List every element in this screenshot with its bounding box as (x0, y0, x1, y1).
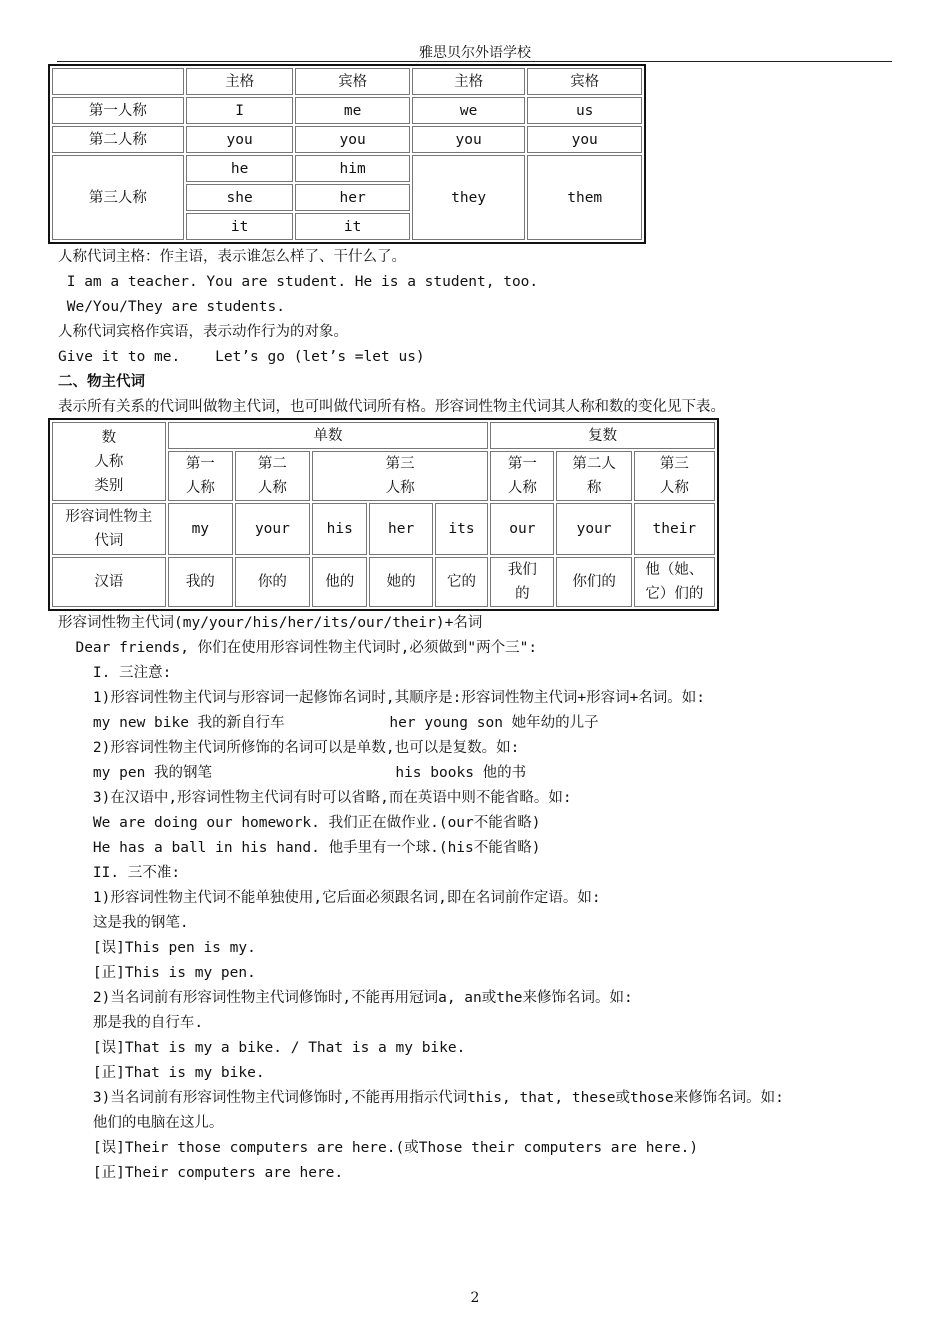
table-cell: your (235, 503, 310, 555)
sub-header-text: 人称 (185, 480, 215, 496)
corner-text: 人称 (94, 453, 124, 470)
text-line: my new bike 我的新自行车 her young son 她年幼的儿子 (58, 715, 599, 731)
text-line: [误]Their those computers are here.(或Those their computers are here.) (58, 1140, 699, 1156)
page-number: 2 (470, 1290, 480, 1306)
text-line: 2)当名词前有形容词性物主代词修饰时,不能再用冠词a, an或the来修饰名词。如: (58, 990, 633, 1006)
table-cell: your (556, 503, 631, 555)
table-header-cell: 宾格 (295, 68, 409, 95)
text-line: We are doing our homework. 我们正在做作业.(our不能省略) (58, 815, 541, 831)
table-row (52, 503, 715, 555)
sub-header-text: 人称 (385, 480, 415, 496)
text-line: [误]That is my a bike. / That is a my bike. (58, 1040, 466, 1056)
row-label: 第二人称 (52, 126, 184, 153)
text-line: 1)形容词性物主代词与形容词一起修饰名词时,其顺序是:形容词性物主代词+形容词+名词。如: (58, 690, 706, 706)
personal-pronoun-table (48, 64, 646, 244)
table-cell: they (412, 155, 526, 240)
table-row (52, 155, 642, 182)
sub-header-text: 第三 (659, 456, 689, 472)
table-cell: our (490, 503, 554, 555)
table-cell: 你们的 (556, 557, 631, 607)
text-line: I am a teacher. You are student. He is a student, too. (58, 274, 539, 290)
table-row (52, 97, 642, 124)
corner-text: 类别 (94, 477, 124, 494)
table-cell: you (527, 126, 642, 153)
row-label: 第一人称 (52, 97, 184, 124)
text-line: Give it to me. Let’s go (let’s =let us) (58, 349, 425, 365)
table-header-cell: 主格 (186, 68, 294, 95)
table-cell: he (186, 155, 294, 182)
text-line: 人称代词宾格作宾语，表示动作行为的对象。 (58, 324, 348, 340)
table-cell: it (295, 213, 409, 240)
text-line: [正]That is my bike. (58, 1065, 265, 1081)
text-line: He has a ball in his hand. 他手里有一个球.(his不能省略) (58, 840, 541, 856)
table-cell: you (295, 126, 409, 153)
cell-text: 我们 (507, 562, 537, 578)
table-cell: 她的 (369, 557, 432, 607)
row-label: 汉语 (52, 557, 166, 607)
sub-header-cell (556, 451, 631, 501)
cell-text: 的 (515, 586, 530, 602)
table-cell: 我的 (168, 557, 233, 607)
text-line: [正]This is my pen. (58, 965, 256, 981)
header-title: 雅思贝尔外语学校 (419, 45, 531, 61)
table-cell: 它的 (435, 557, 489, 607)
text-line: 形容词性物主代词(my/your/his/her/its/our/their)+名词 (58, 615, 483, 631)
possessive-pronoun-table (48, 418, 719, 611)
sub-header-text: 人称 (507, 480, 537, 496)
table-cell: 他的 (312, 557, 367, 607)
table-cell (634, 557, 715, 607)
table-cell: 你的 (235, 557, 310, 607)
table-header-cell: 宾格 (527, 68, 642, 95)
table-cell: we (412, 97, 526, 124)
table-cell (490, 557, 554, 607)
sub-header-cell (312, 451, 488, 501)
table-row (52, 422, 715, 449)
cell-text: 他（她、 (645, 562, 704, 578)
table-row (52, 557, 715, 607)
row-label-text: 代词 (94, 533, 124, 549)
text-line: my pen 我的钢笔 his books 他的书 (58, 765, 527, 781)
table-cell-empty (52, 68, 184, 95)
sub-header-text: 第二人 (572, 456, 616, 472)
table-header-cell: 主格 (412, 68, 526, 95)
text-line: I. 三注意: (58, 665, 172, 681)
text-line: 3)在汉语中,形容词性物主代词有时可以省略,而在英语中则不能省略。如: (58, 790, 572, 806)
table-cell: she (186, 184, 294, 211)
table-cell: her (369, 503, 432, 555)
section-heading: 二、物主代词 (58, 374, 145, 390)
text-line: 3)当名词前有形容词性物主代词修饰时,不能再用指示代词this, that, these或those来修饰名词。如: (58, 1090, 784, 1106)
row-label-text: 形容词性物主 (65, 509, 153, 525)
sub-header-text: 人称 (659, 480, 689, 496)
sub-header-cell (168, 451, 233, 501)
header-rule (57, 61, 892, 62)
table-cell: my (168, 503, 233, 555)
sub-header-text: 人称 (257, 480, 287, 496)
table-cell: I (186, 97, 294, 124)
text-line: 这是我的钢笔. (58, 915, 189, 931)
sub-header-text: 第一 (507, 456, 537, 472)
table-cell: her (295, 184, 409, 211)
table-cell: their (634, 503, 715, 555)
table-cell: us (527, 97, 642, 124)
text-line: 他们的电脑在这儿。 (58, 1115, 224, 1131)
corner-cell (52, 422, 166, 501)
table-cell: his (312, 503, 367, 555)
table-cell: you (186, 126, 294, 153)
text-line: [误]This pen is my. (58, 940, 256, 956)
sub-header-cell (235, 451, 310, 501)
text-line: Dear friends, 你们在使用形容词性物主代词时,必须做到"两个三": (58, 640, 538, 656)
text-line: II. 三不准: (58, 865, 181, 881)
text-line: We/You/They are students. (58, 299, 285, 315)
sub-header-text: 第二 (257, 456, 287, 472)
text-line: 那是我的自行车. (58, 1015, 204, 1031)
singular-header: 单数 (168, 422, 488, 449)
sub-header-text: 第一 (185, 456, 215, 472)
table-row (52, 126, 642, 153)
text-line: 2)形容词性物主代词所修饰的名词可以是单数,也可以是复数。如: (58, 740, 520, 756)
row-label (52, 503, 166, 555)
table-row (52, 68, 642, 95)
row-label: 第三人称 (52, 155, 184, 240)
plural-header: 复数 (490, 422, 715, 449)
table-cell: them (527, 155, 642, 240)
corner-text: 数 (101, 429, 117, 446)
sub-header-text: 称 (586, 480, 602, 496)
sub-header-cell (490, 451, 554, 501)
cell-text: 它）们的 (645, 586, 704, 602)
table-cell: him (295, 155, 409, 182)
table-cell: its (435, 503, 489, 555)
section-intro: 表示所有关系的代词叫做物主代词，也可叫做代词所有格。形容词性物主代词其人称和数的变化见下表。 (58, 399, 725, 415)
table-cell: it (186, 213, 294, 240)
sub-header-text: 第三 (385, 456, 415, 472)
table-cell: me (295, 97, 409, 124)
sub-header-cell (634, 451, 715, 501)
text-line: [正]Their computers are here. (58, 1165, 344, 1181)
text-line: 1)形容词性物主代词不能单独使用,它后面必须跟名词,即在名词前作定语。如: (58, 890, 601, 906)
text-line: 人称代词主格：作主语，表示谁怎么样了、干什么了。 (58, 249, 406, 265)
table-cell: you (412, 126, 526, 153)
